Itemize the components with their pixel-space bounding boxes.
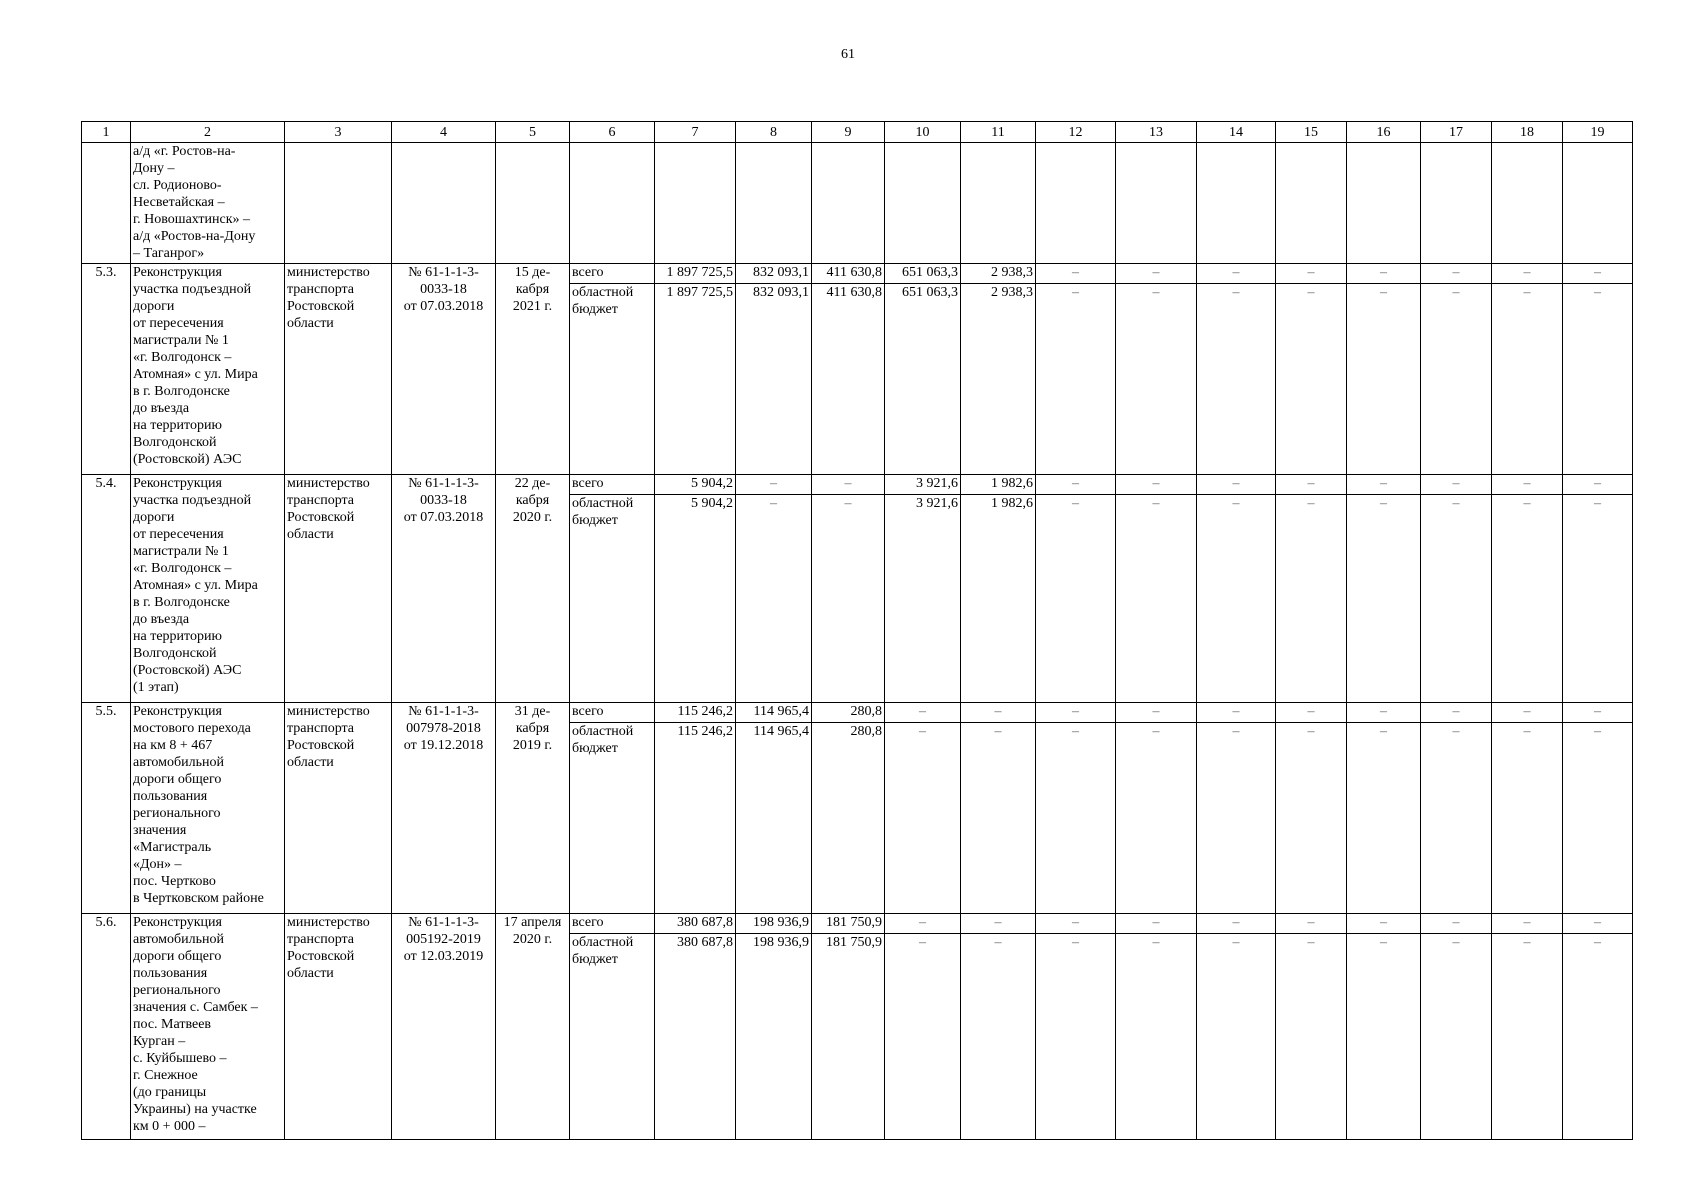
value-cell: 181 750,9 (812, 913, 885, 933)
document-cell: № 61-1-1-3- 005192-2019 от 12.03.2019 (392, 913, 496, 1139)
value-cell: – (1036, 263, 1116, 283)
value-cell: 198 936,9 (736, 933, 812, 1139)
value-cell: 832 093,1 (736, 283, 812, 474)
column-number-header: 1 (82, 122, 131, 143)
empty-cell (1563, 143, 1633, 264)
column-number-header: 5 (496, 122, 570, 143)
value-cell: – (1347, 283, 1421, 474)
value-cell: 1 982,6 (961, 474, 1036, 494)
value-cell: 5 904,2 (655, 474, 736, 494)
document-cell: № 61-1-1-3- 0033-18 от 07.03.2018 (392, 263, 496, 474)
customer-cell: министерство транспорта Ростовской области (285, 474, 392, 702)
column-number-header: 6 (570, 122, 655, 143)
customer-cell: министерство транспорта Ростовской области (285, 263, 392, 474)
column-number-header: 15 (1276, 122, 1347, 143)
column-number-header: 13 (1116, 122, 1197, 143)
budget-table (81, 121, 1633, 1140)
value-cell: – (1036, 722, 1116, 913)
value-cell: 115 246,2 (655, 702, 736, 722)
value-cell: – (1347, 933, 1421, 1139)
value-cell: – (1276, 474, 1347, 494)
table-row (82, 474, 1633, 494)
value-cell: – (1492, 933, 1563, 1139)
value-cell: – (1421, 722, 1492, 913)
funding-source-cell: областной бюджет (570, 722, 655, 913)
funding-source-cell: всего (570, 263, 655, 283)
value-cell: 2 938,3 (961, 263, 1036, 283)
empty-cell (1347, 143, 1421, 264)
document-cell: № 61-1-1-3- 007978-2018 от 19.12.2018 (392, 702, 496, 913)
value-cell: – (1421, 474, 1492, 494)
empty-cell (1036, 143, 1116, 264)
value-cell: – (1276, 263, 1347, 283)
value-cell: – (1563, 494, 1633, 702)
empty-cell (885, 143, 961, 264)
empty-cell (961, 143, 1036, 264)
deadline-cell: 22 де- кабря 2020 г. (496, 474, 570, 702)
continued-row (82, 143, 1633, 264)
value-cell: – (1036, 913, 1116, 933)
value-cell: 114 965,4 (736, 722, 812, 913)
column-number-header: 10 (885, 122, 961, 143)
column-number-header: 17 (1421, 122, 1492, 143)
value-cell: – (1116, 263, 1197, 283)
value-cell: – (1116, 913, 1197, 933)
value-cell: 832 093,1 (736, 263, 812, 283)
value-cell: – (1492, 474, 1563, 494)
value-cell: – (1197, 722, 1276, 913)
object-name-cell: Реконструкция участка подъездной дороги от пересечения магистрали № 1 «г. Волгодонск – Атомная» с ул. Мира в г. Волгодонске до въезда на территорию Волгодонской (Ростовской) АЭС (131, 263, 285, 474)
value-cell: – (1276, 283, 1347, 474)
object-name-cell: Реконструкция автомобильной дороги общего пользования регионального значения с. Самбек – пос. Матвеев Курган – с. Куйбышево – г. Снежное (до границы Украины) на участке км 0 + 000 – (131, 913, 285, 1139)
value-cell: – (1347, 702, 1421, 722)
value-cell: – (1197, 494, 1276, 702)
value-cell: 1 982,6 (961, 494, 1036, 702)
value-cell: – (1347, 263, 1421, 283)
column-number-header: 19 (1563, 122, 1633, 143)
value-cell: – (1197, 702, 1276, 722)
value-cell: 5 904,2 (655, 494, 736, 702)
value-cell: – (885, 722, 961, 913)
column-number-header: 16 (1347, 122, 1421, 143)
value-cell: – (1421, 702, 1492, 722)
column-number-header: 11 (961, 122, 1036, 143)
row-number-cell: 5.3. (82, 263, 131, 474)
funding-source-cell: областной бюджет (570, 283, 655, 474)
value-cell: – (812, 494, 885, 702)
value-cell: – (1347, 474, 1421, 494)
value-cell: – (1492, 702, 1563, 722)
value-cell: – (1116, 722, 1197, 913)
table-row (82, 263, 1633, 283)
value-cell: – (1197, 474, 1276, 494)
value-cell: – (961, 702, 1036, 722)
empty-cell (812, 143, 885, 264)
column-number-header: 4 (392, 122, 496, 143)
table-body (82, 122, 1633, 1140)
value-cell: 411 630,8 (812, 283, 885, 474)
value-cell: – (1563, 702, 1633, 722)
value-cell: 3 921,6 (885, 494, 961, 702)
column-number-header: 12 (1036, 122, 1116, 143)
value-cell: – (1563, 474, 1633, 494)
value-cell: – (1197, 263, 1276, 283)
object-name-cell: Реконструкция мостового перехода на км 8 + 467 автомобильной дороги общего пользования регионального значения «Магистраль «Дон» – пос. Чертково в Чертковском районе (131, 702, 285, 913)
funding-source-cell: всего (570, 474, 655, 494)
column-number-header: 7 (655, 122, 736, 143)
value-cell: – (1036, 494, 1116, 702)
value-cell: – (1276, 913, 1347, 933)
column-number-header: 9 (812, 122, 885, 143)
value-cell: – (1036, 474, 1116, 494)
value-cell: – (1276, 702, 1347, 722)
value-cell: – (1563, 283, 1633, 474)
value-cell: 1 897 725,5 (655, 283, 736, 474)
value-cell: 280,8 (812, 722, 885, 913)
value-cell: – (1276, 933, 1347, 1139)
value-cell: – (1492, 722, 1563, 913)
table-row (82, 702, 1633, 722)
value-cell: – (1116, 474, 1197, 494)
value-cell: – (1116, 494, 1197, 702)
value-cell: – (1563, 263, 1633, 283)
value-cell: 380 687,8 (655, 933, 736, 1139)
empty-cell (1197, 143, 1276, 264)
table-row (82, 913, 1633, 933)
object-name-cell: а/д «г. Ростов-на- Дону – сл. Родионово- Несветайская – г. Новошахтинск» – а/д «Ростов-на-Дону – Таганрог» (131, 143, 285, 264)
value-cell: – (1276, 494, 1347, 702)
column-number-header: 8 (736, 122, 812, 143)
value-cell: – (1036, 702, 1116, 722)
deadline-cell: 15 де- кабря 2021 г. (496, 263, 570, 474)
value-cell: – (1036, 283, 1116, 474)
value-cell: – (1347, 494, 1421, 702)
value-cell: – (1116, 933, 1197, 1139)
value-cell: – (1276, 722, 1347, 913)
empty-cell (1421, 143, 1492, 264)
value-cell: – (1563, 913, 1633, 933)
value-cell: – (1197, 283, 1276, 474)
deadline-cell: 17 апреля 2020 г. (496, 913, 570, 1139)
document-cell: № 61-1-1-3- 0033-18 от 07.03.2018 (392, 474, 496, 702)
value-cell: – (1563, 933, 1633, 1139)
value-cell: 280,8 (812, 702, 885, 722)
row-number-cell: 5.4. (82, 474, 131, 702)
column-number-header: 14 (1197, 122, 1276, 143)
empty-cell (1116, 143, 1197, 264)
value-cell: – (1421, 913, 1492, 933)
customer-cell: министерство транспорта Ростовской области (285, 702, 392, 913)
value-cell: 181 750,9 (812, 933, 885, 1139)
value-cell: – (961, 913, 1036, 933)
value-cell: – (1197, 933, 1276, 1139)
value-cell: 2 938,3 (961, 283, 1036, 474)
value-cell: – (961, 722, 1036, 913)
row-number-cell: 5.5. (82, 702, 131, 913)
value-cell: 380 687,8 (655, 913, 736, 933)
value-cell: – (1492, 494, 1563, 702)
value-cell: 411 630,8 (812, 263, 885, 283)
value-cell: – (1347, 722, 1421, 913)
value-cell: 198 936,9 (736, 913, 812, 933)
value-cell: – (736, 494, 812, 702)
customer-cell: министерство транспорта Ростовской области (285, 913, 392, 1139)
column-number-header: 2 (131, 122, 285, 143)
value-cell: – (1563, 722, 1633, 913)
funding-source-cell: областной бюджет (570, 933, 655, 1139)
value-cell: – (1347, 913, 1421, 933)
value-cell: – (1116, 702, 1197, 722)
empty-cell (392, 143, 496, 264)
value-cell: – (961, 933, 1036, 1139)
value-cell: – (1421, 494, 1492, 702)
page-number: 61 (841, 47, 855, 62)
empty-cell (570, 143, 655, 264)
empty-cell (736, 143, 812, 264)
funding-source-cell: областной бюджет (570, 494, 655, 702)
funding-source-cell: всего (570, 913, 655, 933)
value-cell: – (1421, 283, 1492, 474)
value-cell: 3 921,6 (885, 474, 961, 494)
value-cell: – (736, 474, 812, 494)
value-cell: – (885, 702, 961, 722)
value-cell: 115 246,2 (655, 722, 736, 913)
value-cell: 651 063,3 (885, 283, 961, 474)
value-cell: – (1036, 933, 1116, 1139)
funding-source-cell: всего (570, 702, 655, 722)
empty-cell (285, 143, 392, 264)
header-row (82, 122, 1633, 143)
value-cell: – (1197, 913, 1276, 933)
row-number-cell: 5.6. (82, 913, 131, 1139)
value-cell: 1 897 725,5 (655, 263, 736, 283)
value-cell: – (885, 933, 961, 1139)
value-cell: – (1421, 933, 1492, 1139)
column-number-header: 18 (1492, 122, 1563, 143)
empty-cell (1492, 143, 1563, 264)
value-cell: – (1116, 283, 1197, 474)
empty-cell (496, 143, 570, 264)
empty-cell (82, 143, 131, 264)
value-cell: 651 063,3 (885, 263, 961, 283)
column-number-header: 3 (285, 122, 392, 143)
empty-cell (655, 143, 736, 264)
value-cell: – (1492, 263, 1563, 283)
value-cell: 114 965,4 (736, 702, 812, 722)
value-cell: – (1492, 913, 1563, 933)
value-cell: – (812, 474, 885, 494)
value-cell: – (885, 913, 961, 933)
value-cell: – (1421, 263, 1492, 283)
object-name-cell: Реконструкция участка подъездной дороги от пересечения магистрали № 1 «г. Волгодонск – Атомная» с ул. Мира в г. Волгодонске до въезда на территорию Волгодонской (Ростовской) АЭС (1 этап) (131, 474, 285, 702)
deadline-cell: 31 де- кабря 2019 г. (496, 702, 570, 913)
value-cell: – (1492, 283, 1563, 474)
empty-cell (1276, 143, 1347, 264)
